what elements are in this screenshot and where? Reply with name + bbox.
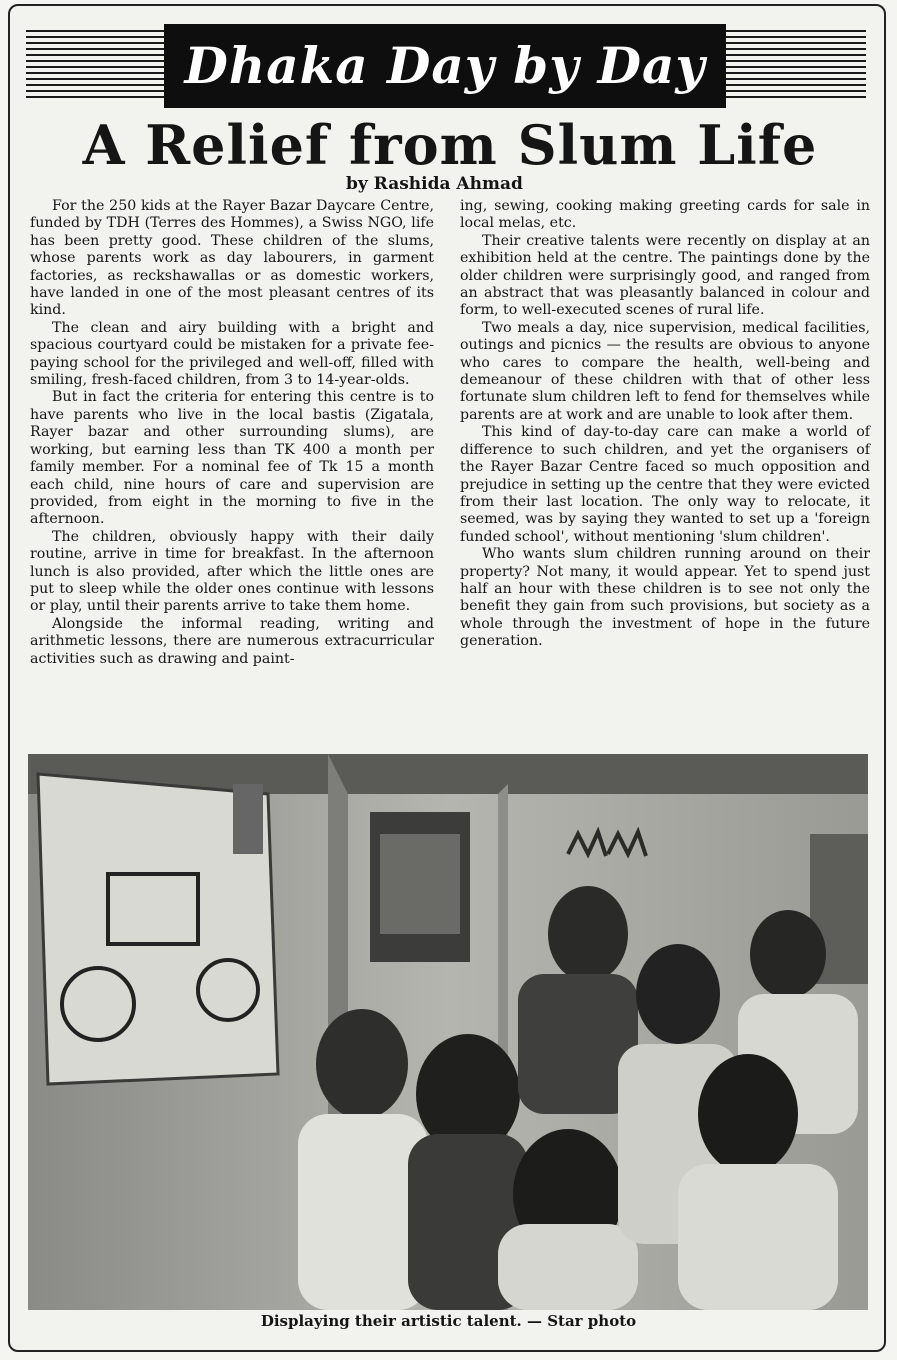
photo-illustration [28, 754, 868, 1310]
byline: by Rashida Ahmad [346, 174, 523, 194]
headline: A Relief from Slum Life [82, 113, 818, 177]
paragraph-continued: ing, sewing, cooking making greeting cards for sale in local melas, etc. [460, 198, 870, 232]
paragraph: The clean and airy building with a bright and spacious courtyard could be mistaken for a private fee-paying school for the privileged and well-off, filled with smiling, fresh-faced children, from 3 to 14-year-olds. [30, 319, 434, 389]
paragraph: For the 250 kids at the Rayer Bazar Daycare Centre, funded by TDH (Terres des Hommes), a Swiss NGO, life has been pretty good. These children of the slums, whose parents work as day labourers, in garment factories, as reckshawallas or as domestic workers, have landed in one of the most pleasant centres of its kind. [30, 198, 434, 319]
paragraph: The children, obviously happy with their daily routine, arrive in time for breakfast. In the afternoon lunch is also provided, after which the little ones are put to sleep while the older ones continue with lessons or play, until their parents arrive to take them home. [30, 528, 434, 615]
photo-caption: Displaying their artistic talent. — Star photo [260, 1312, 637, 1330]
paragraph: Alongside the informal reading, writing and arithmetic lessons, there are numerous extracurricular activities such as drawing and paint- [30, 615, 434, 667]
article-column-right [460, 198, 870, 651]
paragraph: Who wants slum children running around on their property? Not many, it would appear. Yet to spend just half an hour with these children is to see not only the benefit they gain from such provisions, but society as a whole through the investment of hope in the future generation. [460, 546, 870, 650]
section-kicker: Dhaka Day by Day [164, 24, 726, 108]
paragraph: This kind of day-to-day care can make a world of difference to such children, and yet the organisers of the Rayer Bazar Centre faced so much opposition and prejudice in setting up the centre that they were evicted from their last location. The only way to relocate, it seemed, was by saying they wanted to set up a 'foreign funded school', without mentioning 'slum children'. [460, 424, 870, 545]
decorative-stripes-right [726, 30, 866, 102]
news-photo [28, 754, 868, 1310]
article-column-left [30, 198, 434, 668]
paragraph: But in fact the criteria for entering this centre is to have parents who live in the local bastis (Zigatala, Rayer bazar and other surrounding slums), are working, but earning less than TK 400 a month per family member. For a nominal fee of Tk 15 a month each child, nine hours of care and supervision are provided, from eight in the morning to five in the afternoon. [30, 389, 434, 528]
paragraph: Their creative talents were recently on display at an exhibition held at the centre. The paintings done by the older children were surprisingly good, and ranged from an abstract that was pleasantly balanced in colour and form, to well-executed scenes of rural life. [460, 232, 870, 319]
section-header [26, 24, 866, 110]
decorative-stripes-left [26, 30, 166, 102]
paragraph: Two meals a day, nice supervision, medical facilities, outings and picnics — the results are obvious to anyone who cares to compare the health, well-being and demeanour of these children with that of other less fortunate slum children left to fend for themselves while parents are at work and are unable to look after them. [460, 319, 870, 423]
